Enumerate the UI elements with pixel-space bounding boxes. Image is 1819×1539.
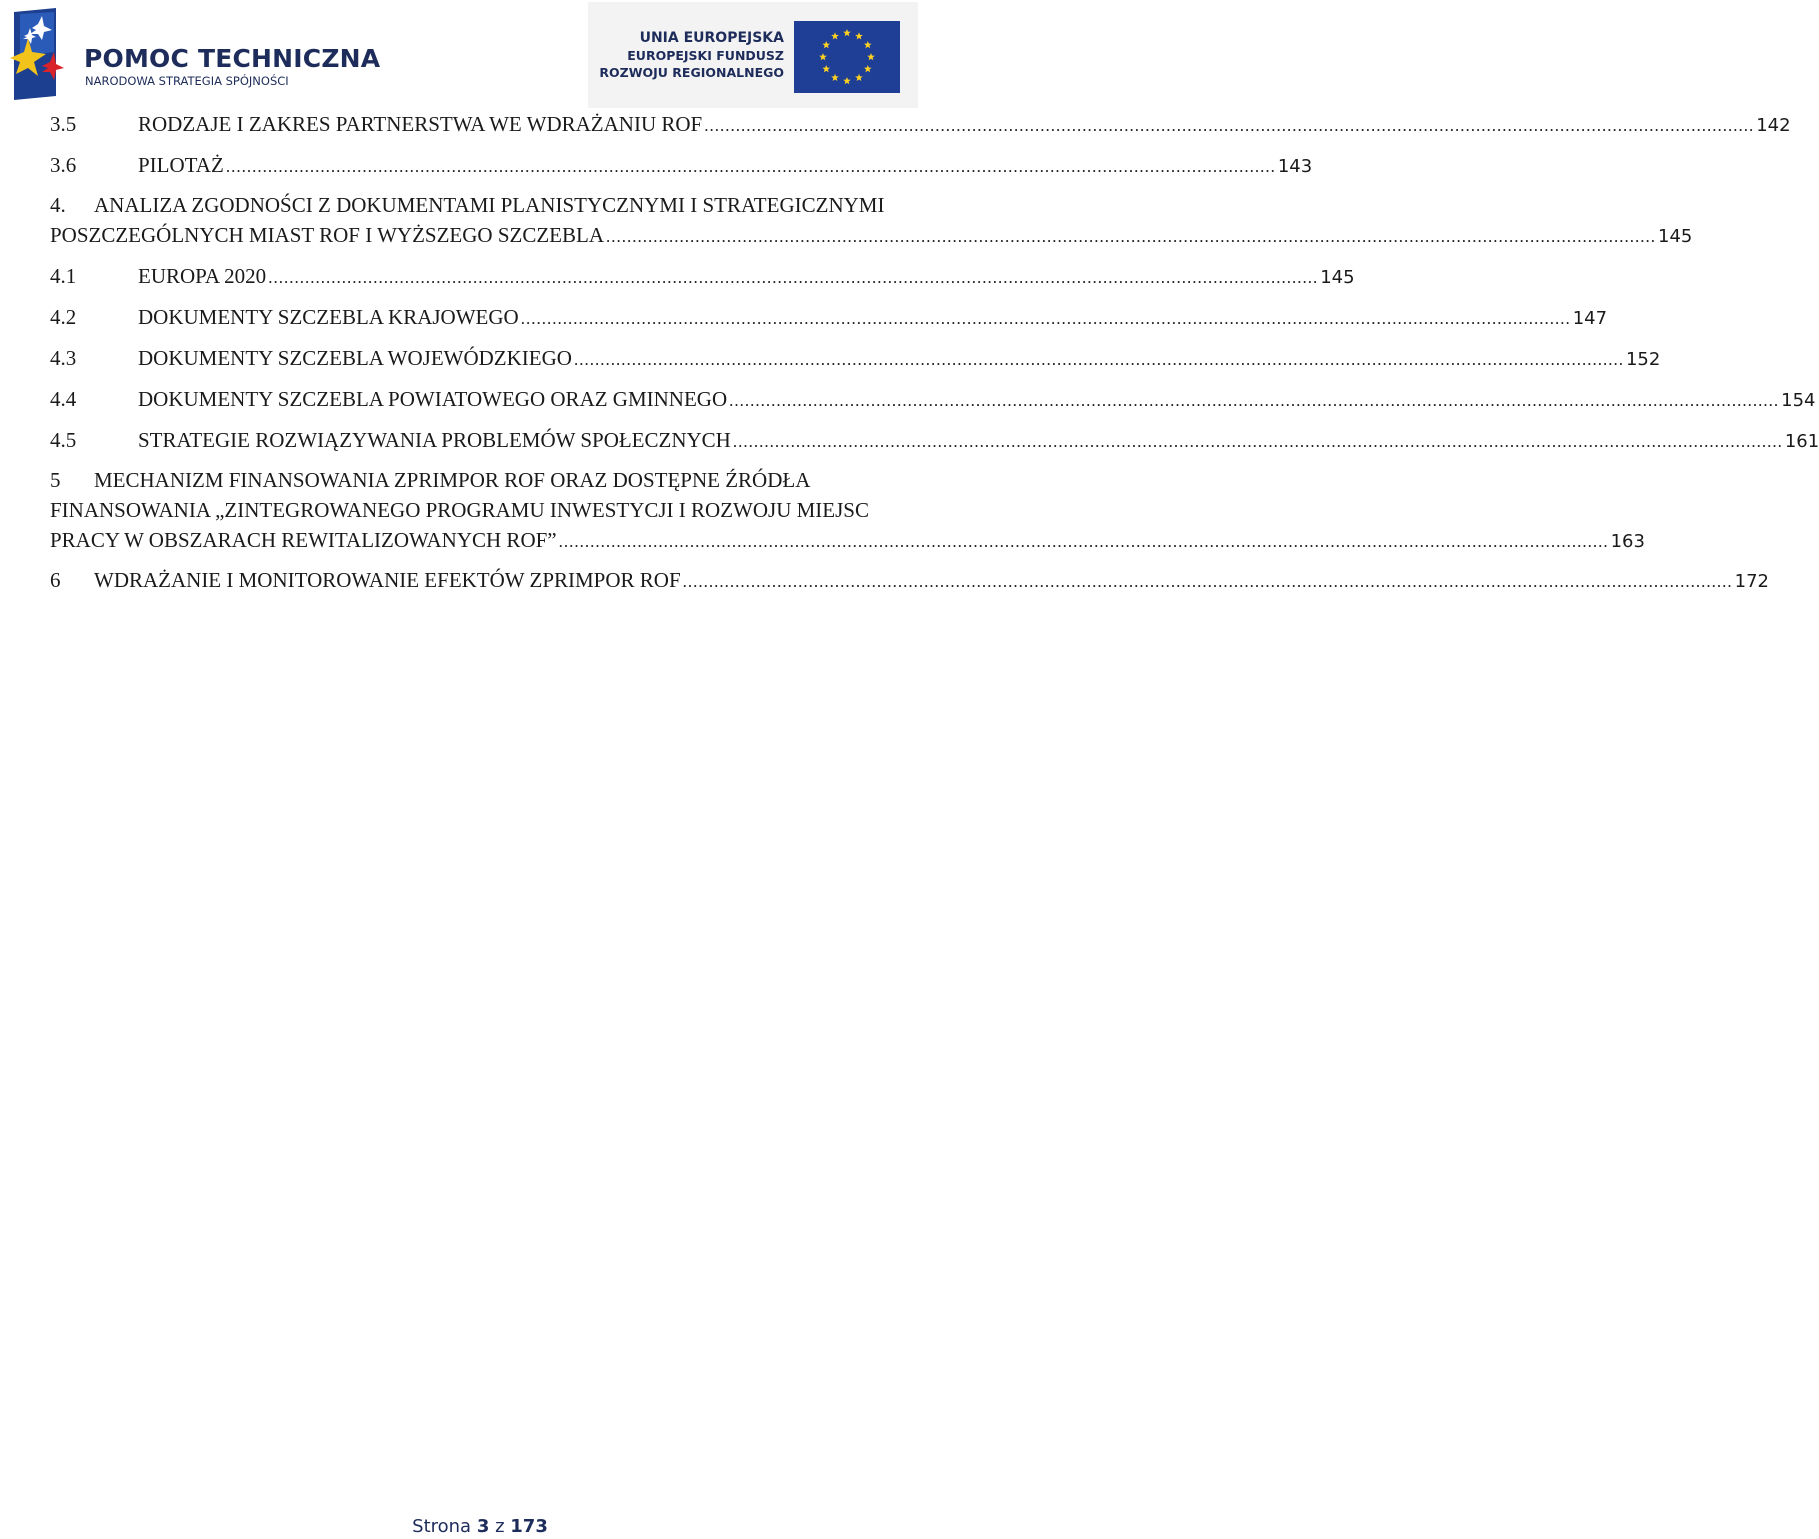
toc-entry-number: 3.5 <box>50 112 77 136</box>
toc-entry-title: WDRAŻANIE I MONITOROWANIE EFEKTÓW ZPRIMPOR ROF <box>94 568 681 592</box>
toc-entry-page: 163 <box>1610 531 1645 552</box>
eu-logo-line2: EUROPEJSKI FUNDUSZ <box>627 48 784 63</box>
page-footer <box>0 1516 960 1537</box>
toc-entry-number: 4. <box>50 193 66 217</box>
toc-entry-number: 4.1 <box>50 264 77 288</box>
toc-entry-page: 142 <box>1756 115 1791 136</box>
toc-entry-number: 3.6 <box>50 153 77 177</box>
toc-leader-dots: ........................................................................................................................................................................................................ <box>225 157 1276 176</box>
toc-entry[interactable] <box>50 343 1661 373</box>
toc-entry-title: RODZAJE I ZAKRES PARTNERSTWA WE WDRAŻANIU ROF <box>138 112 703 136</box>
page-separator: z <box>495 1516 505 1537</box>
toc-entry-title: DOKUMENTY SZCZEBLA KRAJOWEGO <box>138 305 519 329</box>
toc-entry-title: STRATEGIE ROZWIĄZYWANIA PROBLEMÓW SPOŁECZNYCH <box>138 428 731 452</box>
toc-entry-page: 147 <box>1572 308 1608 329</box>
toc-entry[interactable] <box>50 465 1645 555</box>
toc-entry[interactable] <box>50 190 1693 250</box>
toc-entry-page: 145 <box>1320 267 1355 288</box>
toc-entry-title: EUROPA 2020 <box>138 264 267 288</box>
toc-leader-dots: ........................................................................................................................................................................................................ <box>573 350 1624 369</box>
eu-logo <box>588 2 918 108</box>
total-page-count: 173 <box>510 1516 548 1537</box>
page-label: Strona <box>412 1516 472 1537</box>
toc-leader-dots: ........................................................................................................................................................................................................ <box>732 432 1783 451</box>
toc-entry-title: MECHANIZM FINANSOWANIA ZPRIMPOR ROF ORAZ DOSTĘPNE ŹRÓDŁA <box>94 468 811 492</box>
toc-entry-number: 5 <box>50 468 61 492</box>
toc-leader-dots: ........................................................................................................................................................................................................ <box>606 227 1656 246</box>
current-page-number: 3 <box>476 1516 490 1537</box>
toc-entry-title-continued: FINANSOWANIA „ZINTEGROWANEGO PROGRAMU INWESTYCJI I ROZWOJU MIEJSC <box>50 498 869 522</box>
toc-entry-title: ANALIZA ZGODNOŚCI Z DOKUMENTAMI PLANISTYCZNYMI I STRATEGICZNYMI <box>94 193 885 217</box>
toc-entry-number: 4.5 <box>50 428 77 452</box>
pomoc-techniczna-emblem-icon <box>6 8 68 100</box>
toc-entry-title: DOKUMENTY SZCZEBLA WOJEWÓDZKIEGO <box>138 346 572 370</box>
toc-entry[interactable] <box>50 425 1819 455</box>
toc-entry-number: 4.3 <box>50 346 77 370</box>
logo-title: POMOC TECHNICZNA <box>84 44 381 73</box>
toc-entry-number: 6 <box>50 568 61 592</box>
toc-leader-dots: ........................................................................................................................................................................................................ <box>268 268 1319 287</box>
toc-leader-dots: ........................................................................................................................................................................................................ <box>520 309 1571 328</box>
toc-entry[interactable] <box>50 261 1355 291</box>
eu-logo-line3: ROZWOJU REGIONALNEGO <box>599 65 784 80</box>
logo-subtitle: NARODOWA STRATEGIA SPÓJNOŚCI <box>85 74 289 88</box>
toc-entry[interactable] <box>50 384 1816 414</box>
toc-entry-page: 161 <box>1784 431 1819 452</box>
eu-logo-line1: UNIA EUROPEJSKA <box>639 30 784 46</box>
toc-leader-dots: ........................................................................................................................................................................................................ <box>558 532 1609 551</box>
toc-entry-page: 143 <box>1277 156 1313 177</box>
toc-entry-page: 154 <box>1781 390 1816 411</box>
toc-entry-page: 172 <box>1734 571 1769 592</box>
toc-entry-page: 145 <box>1658 226 1693 247</box>
page-header <box>0 0 960 110</box>
toc-leader-dots: ........................................................................................................................................................................................................ <box>682 572 1733 591</box>
pomoc-techniczna-logo <box>6 8 381 100</box>
toc-entry-number: 4.2 <box>50 305 77 329</box>
toc-entry-title: DOKUMENTY SZCZEBLA POWIATOWEGO ORAZ GMINNEGO <box>138 387 728 411</box>
toc-entry-number: 4.4 <box>50 387 77 411</box>
toc-entry-page: 152 <box>1625 349 1661 370</box>
toc-entry[interactable] <box>50 302 1608 332</box>
toc-entry[interactable] <box>50 150 1313 180</box>
toc-entry[interactable] <box>50 109 1791 139</box>
toc-entry-title-continued: PRACY W OBSZARACH REWITALIZOWANYCH ROF” <box>50 528 557 552</box>
toc-leader-dots: ........................................................................................................................................................................................................ <box>729 391 1780 410</box>
toc-leader-dots: ........................................................................................................................................................................................................ <box>704 116 1755 135</box>
toc-entry-title-continued: POSZCZEGÓLNYCH MIAST ROF I WYŻSZEGO SZCZEBLA <box>50 223 604 247</box>
toc-entry-title: PILOTAŻ <box>138 153 224 177</box>
eu-flag-icon <box>794 21 900 93</box>
toc-entry[interactable] <box>50 565 1769 595</box>
eu-logo-text <box>588 30 784 81</box>
